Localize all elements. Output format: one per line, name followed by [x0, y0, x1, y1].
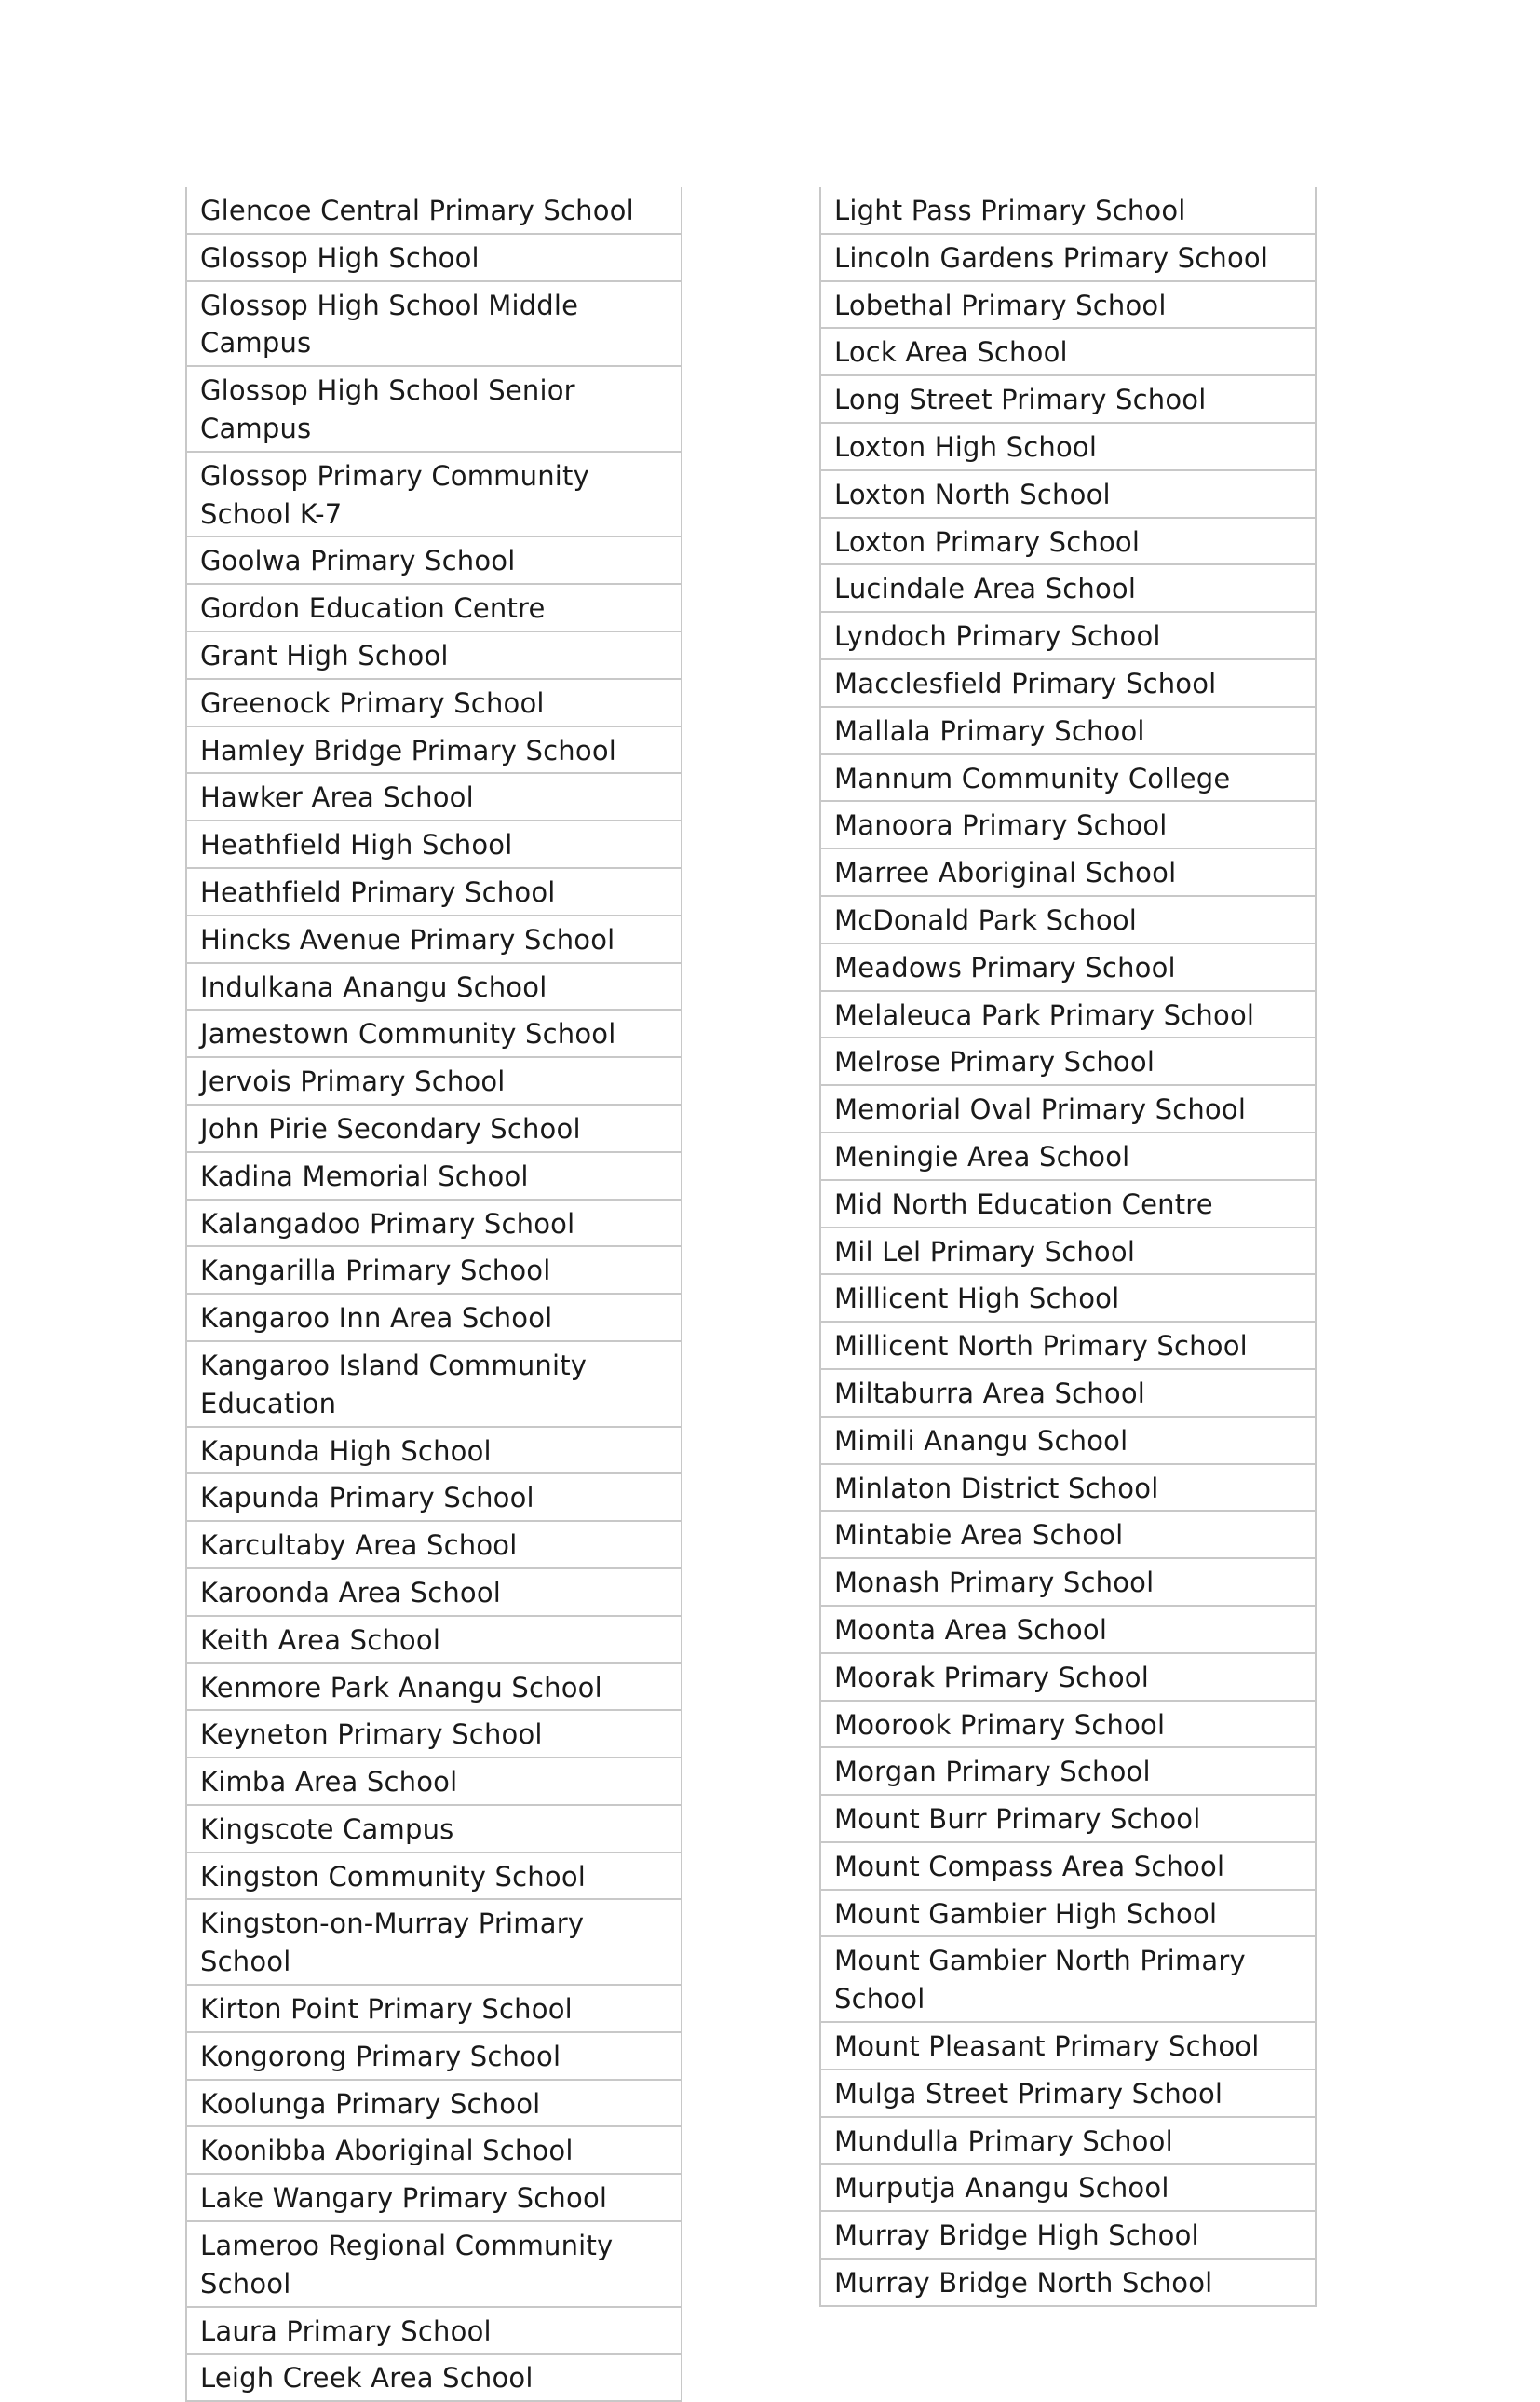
school-name-cell: Glencoe Central Primary School — [186, 187, 682, 234]
table-row — [186, 1010, 682, 1057]
school-name-cell: Mimili Anangu School — [820, 1417, 1316, 1464]
table-row — [186, 916, 682, 963]
table-row — [820, 612, 1316, 659]
school-name-cell: Murray Bridge High School — [820, 2211, 1316, 2259]
school-name-cell: Koolunga Primary School — [186, 2080, 682, 2127]
table-row — [820, 1747, 1316, 1795]
school-name-cell: Hamley Bridge Primary School — [186, 726, 682, 774]
table-row — [820, 1558, 1316, 1606]
table-row — [186, 234, 682, 281]
school-name-cell: Kangaroo Island Community Education — [186, 1341, 682, 1427]
table-row — [186, 1427, 682, 1474]
school-name-cell: Kenmore Park Anangu School — [186, 1663, 682, 1711]
school-name-cell: Hincks Avenue Primary School — [186, 916, 682, 963]
school-name-cell: Kadina Memorial School — [186, 1152, 682, 1200]
school-name-cell: Loxton North School — [820, 470, 1316, 518]
table-row — [186, 536, 682, 584]
table-row — [820, 1038, 1316, 1085]
school-name-cell: Mallala Primary School — [820, 707, 1316, 754]
school-name-cell: Keith Area School — [186, 1616, 682, 1663]
table-row — [820, 234, 1316, 281]
school-name-cell: Mount Compass Area School — [820, 1842, 1316, 1890]
table-row — [820, 707, 1316, 754]
school-name-cell: Millicent North Primary School — [820, 1322, 1316, 1369]
school-name-cell: Leigh Creek Area School — [186, 2354, 682, 2401]
table-row — [186, 1246, 682, 1294]
table-row — [820, 991, 1316, 1038]
school-name-cell: Kongorong Primary School — [186, 2032, 682, 2080]
school-name-cell: Lake Wangary Primary School — [186, 2174, 682, 2221]
school-name-cell: Glossop High School Senior Campus — [186, 366, 682, 452]
table-row — [186, 187, 682, 234]
table-row — [820, 1511, 1316, 1558]
school-name-cell: Mundulla Primary School — [820, 2117, 1316, 2165]
table-row — [820, 518, 1316, 565]
school-name-cell: Kimba Area School — [186, 1757, 682, 1805]
table-row — [820, 2211, 1316, 2259]
school-name-cell: Kangarilla Primary School — [186, 1246, 682, 1294]
table-row — [186, 963, 682, 1011]
school-name-cell: Loxton High School — [820, 423, 1316, 470]
table-row — [820, 1936, 1316, 2022]
table-row — [820, 801, 1316, 848]
table-row — [186, 821, 682, 868]
table-row — [820, 2022, 1316, 2070]
table-row — [186, 1663, 682, 1711]
table-row — [186, 1805, 682, 1852]
school-name-cell: Gordon Education Centre — [186, 584, 682, 631]
school-name-cell: Grant High School — [186, 631, 682, 679]
table-row — [820, 2070, 1316, 2117]
school-name-cell: Murputja Anangu School — [820, 2164, 1316, 2211]
school-name-cell: Macclesfield Primary School — [820, 659, 1316, 707]
school-name-cell: Hawker Area School — [186, 773, 682, 821]
table-row — [186, 726, 682, 774]
school-name-cell: Kingston Community School — [186, 1852, 682, 1900]
school-name-cell: Glossop Primary Community School K-7 — [186, 452, 682, 537]
table-row — [186, 2174, 682, 2221]
school-name-cell: Loxton Primary School — [820, 518, 1316, 565]
table-row — [186, 1521, 682, 1568]
table-row — [820, 1085, 1316, 1133]
table-row — [820, 754, 1316, 802]
school-name-cell: John Pirie Secondary School — [186, 1105, 682, 1152]
school-name-cell: Kalangadoo Primary School — [186, 1200, 682, 1247]
table-row — [186, 1200, 682, 1247]
table-row — [820, 943, 1316, 991]
table-row — [820, 564, 1316, 612]
table-row — [186, 1710, 682, 1757]
table-row — [820, 470, 1316, 518]
school-name-cell: Light Pass Primary School — [820, 187, 1316, 234]
table-row — [820, 423, 1316, 470]
table-row — [186, 281, 682, 367]
table-row — [820, 1228, 1316, 1275]
table-row — [186, 631, 682, 679]
school-name-cell: Lock Area School — [820, 328, 1316, 375]
school-name-cell: Mannum Community College — [820, 754, 1316, 802]
school-name-cell: Monash Primary School — [820, 1558, 1316, 1606]
school-name-cell: Mid North Education Centre — [820, 1180, 1316, 1228]
school-name-cell: Karoonda Area School — [186, 1568, 682, 1616]
school-name-cell: Mount Gambier High School — [820, 1890, 1316, 1937]
school-name-cell: Miltaburra Area School — [820, 1369, 1316, 1417]
school-name-cell: Laura Primary School — [186, 2307, 682, 2355]
table-row — [820, 1606, 1316, 1653]
table-row — [820, 2259, 1316, 2306]
school-name-cell: Jamestown Community School — [186, 1010, 682, 1057]
school-name-cell: Heathfield High School — [186, 821, 682, 868]
school-name-cell: Mount Pleasant Primary School — [820, 2022, 1316, 2070]
table-row — [186, 1152, 682, 1200]
table-row — [820, 1274, 1316, 1322]
school-name-cell: Lyndoch Primary School — [820, 612, 1316, 659]
school-list-left — [185, 187, 682, 2402]
school-name-cell: Melaleuca Park Primary School — [820, 991, 1316, 1038]
table-row — [820, 187, 1316, 234]
school-name-cell: Kangaroo Inn Area School — [186, 1294, 682, 1341]
school-name-cell: Mil Lel Primary School — [820, 1228, 1316, 1275]
table-row — [186, 1899, 682, 1985]
table-row — [820, 375, 1316, 423]
table-row — [186, 1757, 682, 1805]
school-list-right — [819, 187, 1317, 2307]
school-name-cell: Moonta Area School — [820, 1606, 1316, 1653]
table-row — [186, 2221, 682, 2307]
table-row — [186, 584, 682, 631]
table-row — [186, 1057, 682, 1105]
table-row — [186, 1616, 682, 1663]
school-name-cell: Meadows Primary School — [820, 943, 1316, 991]
school-name-cell: Moorak Primary School — [820, 1653, 1316, 1701]
table-row — [186, 1473, 682, 1521]
table-row — [820, 1653, 1316, 1701]
school-name-cell: Millicent High School — [820, 1274, 1316, 1322]
school-name-cell: Minlaton District School — [820, 1464, 1316, 1512]
school-name-cell: Lincoln Gardens Primary School — [820, 234, 1316, 281]
table-row — [186, 1852, 682, 1900]
school-name-cell: Kirton Point Primary School — [186, 1985, 682, 2032]
school-name-cell: McDonald Park School — [820, 896, 1316, 943]
school-name-cell: Moorook Primary School — [820, 1701, 1316, 1748]
table-row — [186, 2307, 682, 2355]
school-name-cell: Manoora Primary School — [820, 801, 1316, 848]
table-row — [820, 1417, 1316, 1464]
table-row — [186, 868, 682, 916]
school-name-cell: Murray Bridge North School — [820, 2259, 1316, 2306]
school-name-cell: Lucindale Area School — [820, 564, 1316, 612]
table-row — [186, 1985, 682, 2032]
school-name-cell: Kingston-on-Murray Primary School — [186, 1899, 682, 1985]
school-name-cell: Melrose Primary School — [820, 1038, 1316, 1085]
table-row — [820, 1133, 1316, 1180]
table-row — [820, 1369, 1316, 1417]
school-name-cell: Mintabie Area School — [820, 1511, 1316, 1558]
school-name-cell: Memorial Oval Primary School — [820, 1085, 1316, 1133]
school-name-cell: Heathfield Primary School — [186, 868, 682, 916]
table-row — [820, 2117, 1316, 2165]
table-row — [186, 1568, 682, 1616]
table-row — [186, 2080, 682, 2127]
table-row — [820, 1890, 1316, 1937]
table-row — [820, 1180, 1316, 1228]
table-row — [186, 2354, 682, 2401]
table-row — [820, 848, 1316, 896]
school-name-cell: Kingscote Campus — [186, 1805, 682, 1852]
table-row — [820, 2164, 1316, 2211]
school-name-cell: Morgan Primary School — [820, 1747, 1316, 1795]
table-row — [186, 773, 682, 821]
table-row — [820, 896, 1316, 943]
school-name-cell: Greenock Primary School — [186, 679, 682, 726]
school-name-cell: Jervois Primary School — [186, 1057, 682, 1105]
table-row — [186, 1341, 682, 1427]
table-row — [186, 679, 682, 726]
school-name-cell: Kapunda Primary School — [186, 1473, 682, 1521]
table-row — [820, 1795, 1316, 1842]
table-row — [820, 328, 1316, 375]
table-row — [820, 1842, 1316, 1890]
school-name-cell: Glossop High School Middle Campus — [186, 281, 682, 367]
school-name-cell: Kapunda High School — [186, 1427, 682, 1474]
school-name-cell: Marree Aboriginal School — [820, 848, 1316, 896]
table-row — [820, 1701, 1316, 1748]
school-name-cell: Meningie Area School — [820, 1133, 1316, 1180]
table-row — [186, 2032, 682, 2080]
school-name-cell: Lameroo Regional Community School — [186, 2221, 682, 2307]
table-row — [186, 2126, 682, 2174]
school-name-cell: Glossop High School — [186, 234, 682, 281]
school-name-cell: Lobethal Primary School — [820, 281, 1316, 329]
table-row — [820, 1464, 1316, 1512]
school-name-cell: Long Street Primary School — [820, 375, 1316, 423]
table-row — [820, 659, 1316, 707]
table-row — [186, 1105, 682, 1152]
school-name-cell: Indulkana Anangu School — [186, 963, 682, 1011]
school-name-cell: Mount Burr Primary School — [820, 1795, 1316, 1842]
school-name-cell: Keyneton Primary School — [186, 1710, 682, 1757]
school-name-cell: Koonibba Aboriginal School — [186, 2126, 682, 2174]
school-name-cell: Mulga Street Primary School — [820, 2070, 1316, 2117]
school-name-cell: Goolwa Primary School — [186, 536, 682, 584]
table-row — [186, 366, 682, 452]
table-row — [186, 452, 682, 537]
table-row — [186, 1294, 682, 1341]
table-row — [820, 281, 1316, 329]
school-name-cell: Mount Gambier North Primary School — [820, 1936, 1316, 2022]
school-name-cell: Karcultaby Area School — [186, 1521, 682, 1568]
table-row — [820, 1322, 1316, 1369]
